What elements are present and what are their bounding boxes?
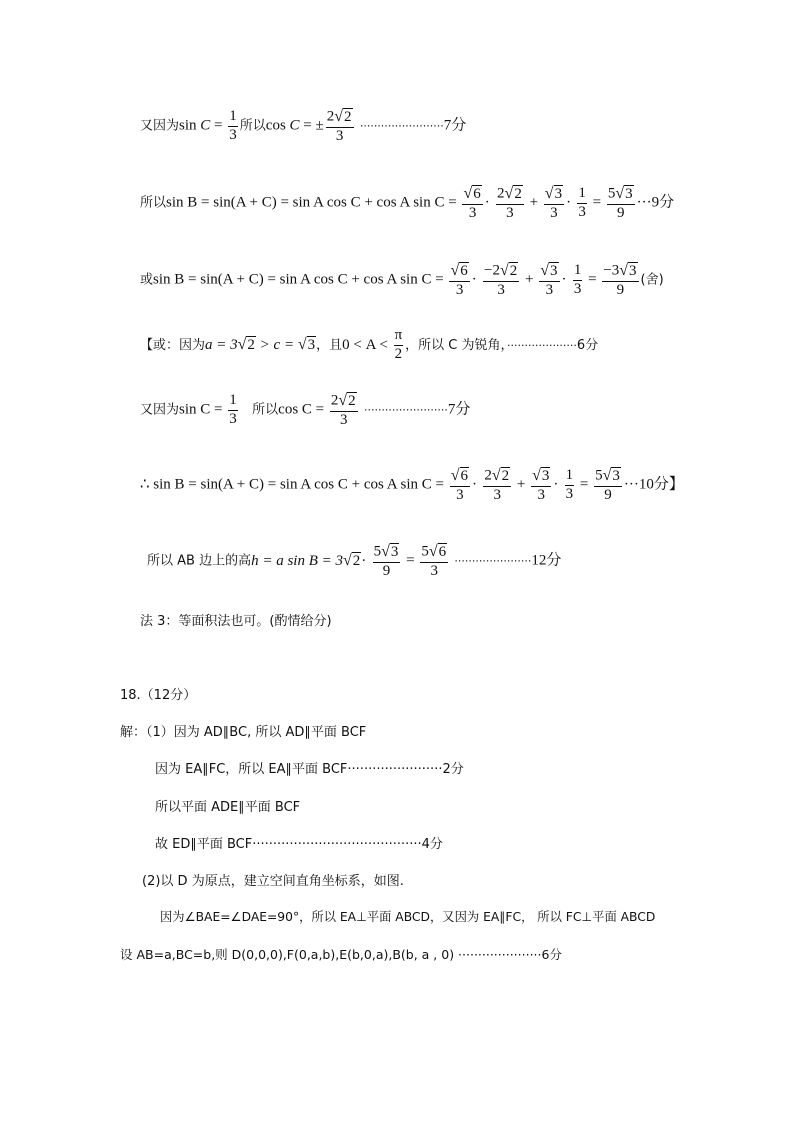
line-sin-b: 所以sin B = sin(A + C) = sin A cos C + cos A sin C = √ 6 3 · 2 √ 2 3 + √ 3 3 · $\frac{1}{3}$ = 5 √ 3 9 ···9分 (140, 184, 675, 221)
text: 所以 (239, 118, 266, 134)
fraction (228, 109, 238, 144)
text: 3 (612, 468, 620, 484)
line-cos-c (140, 108, 466, 144)
text: 2 (326, 108, 335, 125)
text: 5 (595, 467, 603, 484)
text: 所以 (239, 402, 279, 418)
fraction: 2 √ 2 3 (497, 184, 522, 221)
text: 3 (573, 280, 582, 297)
fraction: 2 √ 2 3 (330, 391, 356, 428)
text: ，所以 C 为锐角， (405, 337, 507, 353)
text: 3 (468, 204, 477, 221)
text: 2 (344, 109, 352, 125)
text: 3 (625, 186, 633, 202)
fraction (577, 186, 587, 221)
line-therefore-sin-b: ∴ sin B = sin(A + C) = sin A cos C + cos A sin C = √ 6 3 · 2 √ 2 3 + √ 3 3 · $\frac{1}{3}$ = 5 √ 3 9 ···10分】 (140, 466, 684, 503)
text: 3 (506, 204, 514, 221)
dots: ························ (363, 403, 448, 417)
text: cos C = (278, 401, 328, 418)
text: 9 (382, 562, 391, 579)
denominator: 3 (229, 126, 237, 143)
text: 3 (565, 485, 574, 502)
solution-step-3: 所以平面 ADE∥平面 BCF (155, 800, 301, 815)
text: 2 (497, 185, 505, 202)
text: 1 (228, 393, 238, 411)
numerator: 1 (228, 109, 238, 127)
text: 9 (604, 486, 612, 503)
text: −3 (603, 262, 620, 279)
sqrt: √ 2 (334, 107, 352, 125)
line-cos-c-alt (140, 392, 470, 428)
text: 5 (607, 185, 616, 202)
text: C (200, 117, 211, 134)
text: 3 (629, 263, 637, 279)
text: 6 (460, 263, 468, 279)
method-3-note: 法 3：等面积法也可。(酌情给分) (140, 614, 332, 629)
fraction: 5 √ 6 3 (421, 542, 447, 579)
expression: h = a sin B = 3 (251, 552, 343, 569)
solution-part-2-reason: 因为∠BAE=∠DAE=90°，所以 EA⊥平面 ABCD，又因为 EA∥FC， 所以 FC⊥平面 ABCD (160, 910, 656, 924)
expression: sin B = sin(A + C) = sin A cos C + cos A sin C = (153, 476, 448, 493)
line-alt-method: 【或：因为a = 3 √ 2 > c = √ 3 ，且0 < A < $\frac{\pi}{2}$ ，所以 C 为锐角，····················6分 (140, 327, 599, 362)
text: sin C = (179, 401, 227, 418)
score: ···9分 (636, 194, 675, 211)
text: 2 (484, 467, 492, 484)
solution-part-2-coords: 设 AB=a,BC=b,则 D(0,0,0),F(0,a,b),E(b,0,a),B(b, a , 0) ·····················6分 (120, 947, 562, 962)
text: 3 (455, 281, 464, 298)
fraction: √ 6 3 (463, 184, 481, 221)
text: sin (179, 117, 197, 134)
text: > c = (255, 336, 298, 353)
fraction: √ 6 3 (450, 466, 469, 503)
fraction: √ 6 3 (450, 261, 468, 298)
text: 2 (247, 337, 255, 354)
text: 3 (307, 337, 316, 354)
text: 2 (394, 345, 403, 362)
expression: sin B = sin(A + C) = sin A cos C + cos A sin C = (166, 194, 461, 211)
text: 3 (340, 411, 348, 428)
dots: ···················· (506, 338, 577, 352)
text: · (361, 552, 367, 569)
text: = (402, 552, 419, 569)
text: ∴ (140, 476, 154, 493)
text: = (584, 271, 601, 288)
text: 2 (501, 468, 510, 484)
text: 3 (430, 562, 438, 579)
text: 3 (550, 263, 558, 279)
fraction: 5 √ 3 9 (607, 184, 633, 221)
fraction (228, 393, 238, 428)
score: 6分 (576, 337, 599, 353)
dots: ······················ (454, 554, 532, 568)
text: 5 (421, 543, 429, 560)
text: 或 (140, 272, 154, 288)
text: = (588, 194, 605, 211)
text: + (521, 271, 538, 288)
fraction (565, 468, 575, 503)
fraction: 2 √ 2 3 (484, 466, 510, 503)
text: 2 (348, 393, 356, 409)
expression: sin B = sin(A + C) = sin A cos C + cos A sin C = (153, 271, 448, 288)
denominator: 3 (335, 127, 344, 144)
text: + (513, 476, 530, 493)
fraction (573, 263, 583, 298)
text: C (289, 117, 300, 134)
text: 3 (550, 204, 558, 221)
solution-step-1: 解：（1）因为 AD∥BC, 所以 AD∥平面 BCF (120, 725, 367, 740)
text: 2 (330, 392, 339, 409)
text: 所以 (140, 195, 167, 211)
fraction: √ 3 3 (544, 184, 563, 221)
text: 3 (497, 281, 505, 298)
problem-18-heading: 18.（12分） (120, 688, 197, 703)
solution-step-4: 故 ED∥平面 BCF·········································4分 (155, 837, 443, 852)
text: = (576, 476, 593, 493)
fraction: √ 3 3 (540, 261, 558, 298)
fraction (394, 328, 404, 363)
text: 2 (509, 263, 518, 279)
text: 3 (578, 203, 586, 220)
text: 6 (473, 186, 481, 202)
text: 3 (456, 486, 464, 503)
score: 7分 (447, 401, 471, 418)
fraction: −2 √ 2 3 (484, 261, 518, 298)
text: 3 (229, 410, 237, 427)
text: 0 < A < (342, 336, 392, 353)
text: 2 (514, 186, 522, 202)
fraction: 5 √ 3 9 (373, 542, 399, 579)
text: = ± (299, 117, 324, 134)
text: 9 (616, 281, 625, 298)
line-sin-b-alt: 或sin B = sin(A + C) = sin A cos C + cos A sin C = √ 6 3 · −2 √ 2 3 + √ 3 3 · $\frac{1}{3}$ = −3 √ 3 9 (舍) (140, 261, 664, 298)
text: 3 (493, 486, 501, 503)
text: 9 (616, 204, 625, 221)
score: 7分 (443, 117, 467, 134)
text: 又因为 (140, 402, 180, 418)
text: cos (265, 117, 286, 134)
text: + (525, 194, 542, 211)
text: −2 (484, 262, 500, 279)
text: 3 (554, 186, 563, 202)
text: 3 (537, 486, 545, 503)
text: 1 (573, 263, 583, 281)
text: ，且 (316, 337, 343, 353)
text: 1 (565, 468, 575, 486)
text: (舍) (640, 272, 664, 288)
text: 又因为 (140, 118, 180, 134)
text: 6 (438, 544, 447, 560)
solution-part-2: (2)以 D 为原点，建立空间直角坐标系，如图. (142, 874, 404, 889)
text: 6 (460, 468, 469, 484)
text: 3 (545, 281, 554, 298)
text: a = 3 (205, 336, 238, 353)
text: π (394, 328, 404, 346)
text: 5 (373, 543, 382, 560)
text: 【或：因为 (140, 337, 206, 353)
fraction: √ 3 3 (532, 466, 550, 503)
text: 3 (390, 544, 399, 560)
line-height-ab: 所以 AB 边上的高h = a sin B = 3 √ 2 · 5 √ 3 9 = 5 √ 6 3 ······················12分 (147, 542, 562, 579)
solution-step-2: 因为 EA∥FC，所以 EA∥平面 BCF·······················2分 (155, 762, 464, 777)
fraction: −3 √ 3 9 (603, 261, 637, 298)
text: = (210, 117, 227, 134)
text: 3 (541, 468, 550, 484)
score: ···10分】 (623, 476, 684, 493)
fraction (326, 108, 354, 144)
score: 12分 (531, 552, 562, 569)
fraction: 5 √ 3 9 (595, 466, 620, 503)
text: 1 (577, 186, 587, 204)
text: 2 (352, 553, 361, 570)
dots: ························ (359, 119, 444, 133)
text: 所以 AB 边上的高 (147, 553, 252, 569)
